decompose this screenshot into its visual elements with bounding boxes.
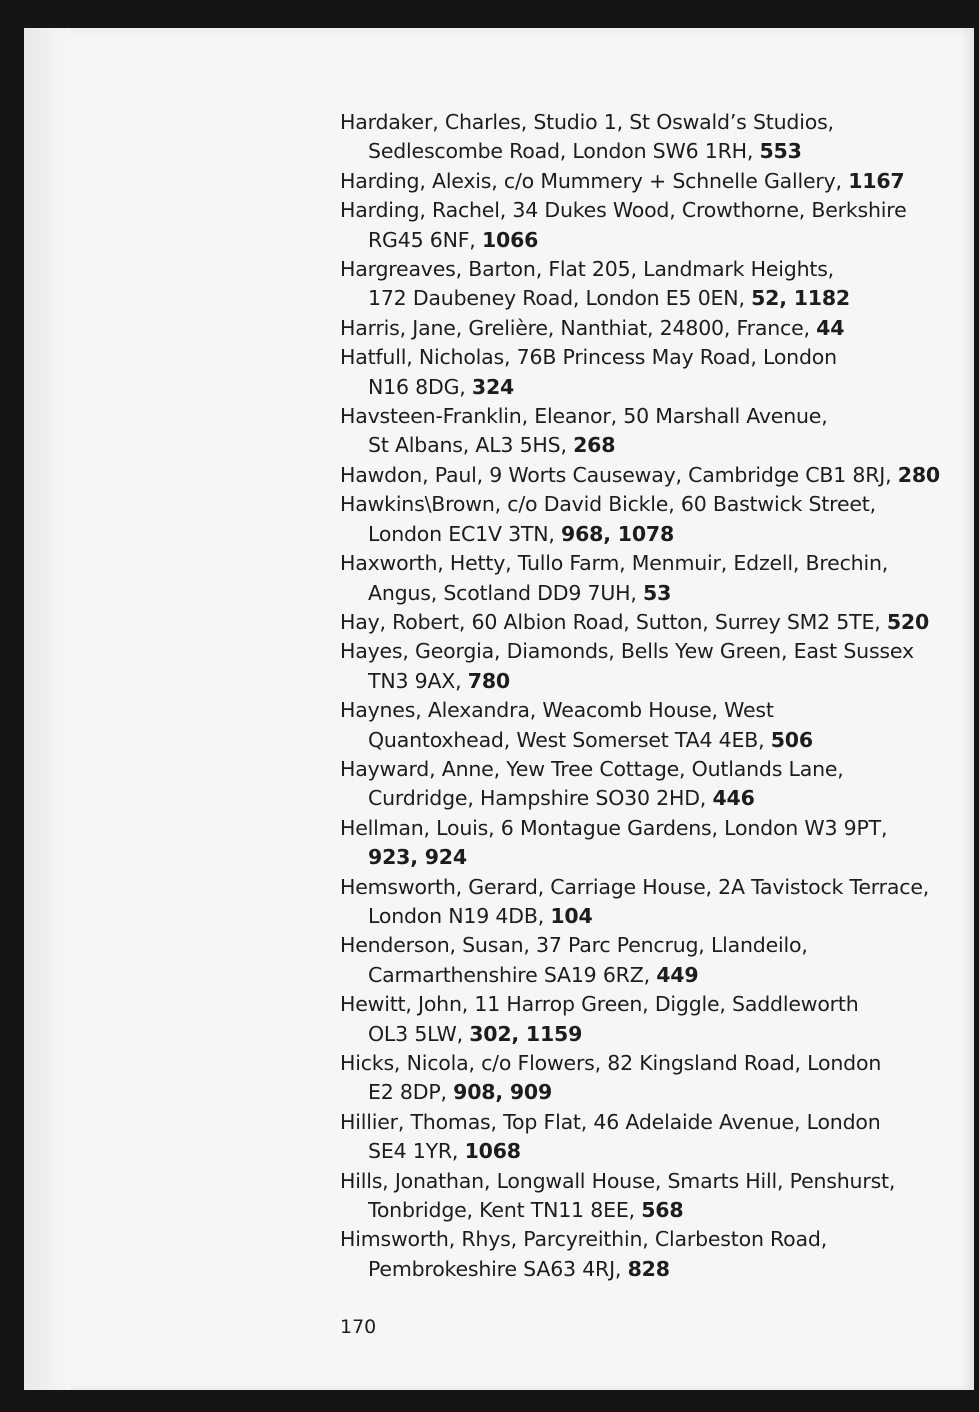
page-number: 170 (340, 1316, 377, 1338)
index-entry: Hargreaves, Barton, Flat 205, Landmark Heights, 172 Daubeney Road, London E5 0EN, 52, 1182 (340, 257, 850, 311)
index-entry: Hewitt, John, 11 Harrop Green, Diggle, Saddleworth OL3 5LW, 302, 1159 (340, 992, 859, 1046)
page-references: 923, 924 (368, 845, 467, 870)
page-references: 553 (759, 139, 802, 164)
page-references: 568 (641, 1198, 684, 1223)
page-references: 53 (643, 580, 672, 605)
index-entry: Hicks, Nicola, c/o Flowers, 82 Kingsland Road, London E2 8DP, 908, 909 (340, 1051, 882, 1105)
page-references: 449 (656, 962, 699, 987)
index-entry-list (340, 108, 950, 1284)
page-references: 446 (712, 786, 755, 811)
page-references: 1066 (481, 227, 539, 252)
index-entry: Hay, Robert, 60 Albion Road, Sutton, Surrey SM2 5TE, 520 (340, 609, 930, 634)
index-entry: Hardaker, Charles, Studio 1, St Oswald’s Studios, Sedlescombe Road, London SW6 1RH, 553 (340, 110, 834, 164)
page-references: 1068 (464, 1139, 521, 1164)
index-entry: Himsworth, Rhys, Parcyreithin, Clarbeston Road, Pembrokeshire SA63 4RJ, 828 (340, 1227, 828, 1281)
page-references: 520 (886, 609, 930, 634)
index-entry: Hemsworth, Gerard, Carriage House, 2A Tavistock Terrace, London N19 4DB, 104 (340, 874, 930, 928)
index-entry: Harris, Jane, Grelière, Nanthiat, 24800, France, 44 (340, 315, 845, 340)
page-gutter-shadow (24, 28, 70, 1390)
page-references: 506 (770, 727, 813, 752)
index-entry: Hawkins\Brown, c/o David Bickle, 60 Bastwick Street, London EC1V 3TN, 968, 1078 (340, 492, 876, 546)
page-references: 52, 1182 (751, 286, 850, 311)
index-entry: Hayes, Georgia, Diamonds, Bells Yew Green, East Sussex TN3 9AX, 780 (340, 639, 914, 693)
page-references: 104 (550, 903, 593, 928)
index-entry: Havsteen-Franklin, Eleanor, 50 Marshall Avenue, St Albans, AL3 5HS, 268 (340, 404, 828, 458)
index-entry: Hawdon, Paul, 9 Worts Causeway, Cambridge CB1 8RJ, 280 (340, 462, 940, 487)
index-entry: Hellman, Louis, 6 Montague Gardens, London W3 9PT, 923, 924 (340, 815, 888, 870)
index-entry: Harding, Rachel, 34 Dukes Wood, Crowthorne, Berkshire RG45 6NF, 1066 (340, 198, 907, 252)
page-references: 828 (627, 1256, 670, 1281)
page-references: 780 (467, 668, 510, 693)
index-entry: Hills, Jonathan, Longwall House, Smarts Hill, Penshurst, Tonbridge, Kent TN11 8EE, 568 (340, 1168, 896, 1223)
page-references: 302, 1159 (469, 1021, 583, 1046)
page-references: 44 (816, 315, 845, 340)
index-entry: Harding, Alexis, c/o Mummery + Schnelle Gallery, 1167 (340, 168, 905, 193)
page-references: 324 (471, 374, 515, 399)
index-entry: Hatfull, Nicholas, 76B Princess May Road, London N16 8DG, 324 (340, 345, 837, 399)
page-references: 908, 909 (453, 1080, 553, 1105)
index-entry: Haxworth, Hetty, Tullo Farm, Menmuir, Edzell, Brechin, Angus, Scotland DD9 7UH, 53 (340, 551, 889, 605)
page-references: 268 (573, 433, 616, 458)
index-entry: Hillier, Thomas, Top Flat, 46 Adelaide Avenue, London SE4 1YR, 1068 (340, 1109, 881, 1164)
page-references: 968, 1078 (561, 521, 675, 546)
index-entry: Hayward, Anne, Yew Tree Cottage, Outlands Lane, Curdridge, Hampshire SO30 2HD, 446 (340, 756, 844, 811)
index-entry: Haynes, Alexandra, Weacomb House, West Quantoxhead, West Somerset TA4 4EB, 506 (340, 698, 813, 752)
index-entry: Henderson, Susan, 37 Parc Pencrug, Llandeilo, Carmarthenshire SA19 6RZ, 449 (340, 933, 808, 987)
page-references: 1167 (848, 168, 905, 193)
page-references: 280 (897, 462, 940, 487)
